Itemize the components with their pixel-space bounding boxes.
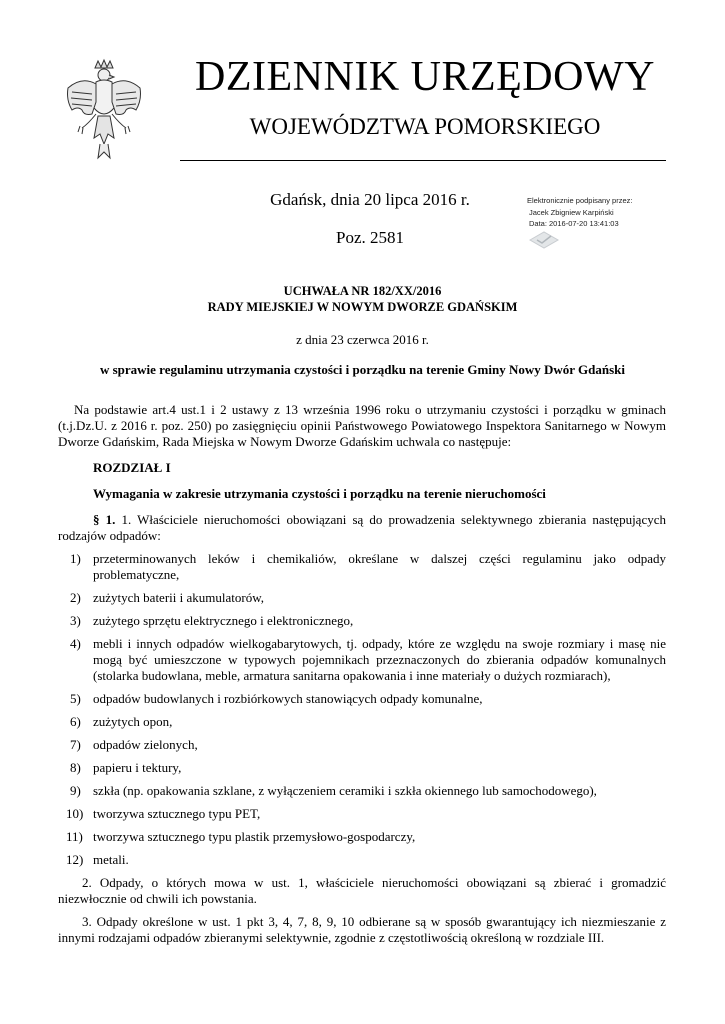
signature-signer: Jacek Zbigniew Karpiński: [529, 207, 614, 217]
list-item-text: tworzywa sztucznego typu PET,: [93, 806, 261, 821]
list-item: [58, 737, 666, 753]
list-item: [58, 590, 666, 606]
list-item-number: 9): [70, 783, 81, 798]
list-item-number: 11): [66, 829, 83, 844]
list-item-text: metali.: [93, 852, 129, 867]
list-item-text: zużytych baterii i akumulatorów,: [93, 590, 264, 605]
list-item: [58, 806, 666, 822]
journal-title: DZIENNIK URZĘDOWY: [195, 54, 655, 100]
list-item-number: 5): [70, 691, 81, 706]
position-number: Poz. 2581: [336, 228, 404, 247]
waste-types-list: [58, 551, 666, 868]
list-item-text: zużytych opon,: [93, 714, 173, 729]
list-item: [58, 714, 666, 730]
resolution-title: [0, 283, 725, 315]
section-1-paragraph-3: 3. Odpady określone w ust. 1 pkt 3, 4, 7, 8, 9, 10 odbierane są w sposób gwarantujący ich niezmieszanie z innymi rodzajami odpadów zbieranymi selektywnie, zgodnie z częstotliwością określoną w rozdziale III.: [58, 914, 666, 945]
list-item-number: 6): [70, 714, 81, 729]
resolution-subject: w sprawie regulaminu utrzymania czystości i porządku na terenie Gminy Nowy Dwór Gdański: [99, 362, 626, 377]
list-item: [58, 852, 666, 868]
chapter-title: Wymagania w zakresie utrzymania czystości i porządku na terenie nieruchomości: [93, 486, 546, 501]
header-divider: [180, 160, 666, 161]
list-item-number: 1): [70, 551, 81, 566]
list-item-number: 2): [70, 590, 81, 605]
intro-paragraph: Na podstawie art.4 ust.1 i 2 ustawy z 13 września 1996 roku o utrzymaniu czystości i porządku w gminach (t.j.Dz.U. z 2016 r. poz. 250) po zasięgnięciu opinii Państwowego Powiatowego Inspektora Sanitarnego w Nowym Dworze Gdańskim, Rada Miejska w Nowym Dworze Gdańskim uchwala co następuje:: [58, 402, 666, 449]
list-item-text: szkła (np. opakowania szklane, z wyłączeniem ceramiki i szkła okiennego lub samochodowego),: [93, 783, 597, 798]
list-item-text: odpadów zielonych,: [93, 737, 198, 752]
list-item: [58, 691, 666, 707]
list-item: [58, 783, 666, 799]
section-1-text: 1. Właściciele nieruchomości obowiązani są do prowadzenia selektywnego zbierania następujących rodzajów odpadów:: [58, 512, 666, 543]
section-1-paragraph-2: 2. Odpady, o których mowa w ust. 1, właściciele nieruchomości obowiązani są zbierać i gromadzić niezwłocznie od chwili ich powstania.: [58, 875, 666, 906]
resolution-date: z dnia 23 czerwca 2016 r.: [296, 332, 429, 347]
list-item: [58, 613, 666, 629]
section-mark: § 1.: [93, 512, 116, 527]
chapter-heading: ROZDZIAŁ I: [93, 460, 171, 475]
signature-check-icon: [528, 230, 568, 250]
list-item-text: papieru i tektury,: [93, 760, 182, 775]
list-item: [58, 636, 666, 684]
list-item: [58, 760, 666, 776]
document-body: [58, 402, 666, 953]
list-item-number: 12): [66, 852, 84, 867]
list-item-number: 10): [66, 806, 84, 821]
journal-subtitle: WOJEWÓDZTWA POMORSKIEGO: [249, 114, 601, 139]
list-item-text: mebli i innych odpadów wielkogabarytowych, tj. odpady, które ze względu na swoje rozmiary i masę nie mogą być umieszczone w typowych pojemnikach przeznaczonych do zbierania odpadów komunalnych (stolarka budowlana, meble, armatura sanitarna opakowania i inne materiały o dużych rozmiarach),: [93, 636, 666, 683]
signature-label: Elektronicznie podpisany przez:: [527, 196, 633, 205]
list-item-text: odpadów budowlanych i rozbiórkowych stanowiących odpady komunalne,: [93, 691, 483, 706]
section-1-paragraph-1: [58, 512, 666, 544]
list-item: [58, 829, 666, 845]
polish-eagle-emblem-icon: [62, 58, 146, 164]
list-item-number: 7): [70, 737, 81, 752]
list-item-text: przeterminowanych leków i chemikaliów, określane w dalszej części regulaminu jako odpady problematyczne,: [93, 551, 666, 582]
electronic-signature: [527, 195, 667, 230]
list-item-number: 4): [70, 636, 81, 651]
list-item-text: zużytego sprzętu elektrycznego i elektronicznego,: [93, 613, 354, 628]
list-item-number: 8): [70, 760, 81, 775]
place-date: Gdańsk, dnia 20 lipca 2016 r.: [270, 190, 470, 209]
list-item-number: 3): [70, 613, 81, 628]
list-item-text: tworzywa sztucznego typu plastik przemysłowo-gospodarczy,: [93, 829, 416, 844]
list-item: [58, 551, 666, 583]
resolution-council: RADY MIEJSKIEJ W NOWYM DWORZE GDAŃSKIM: [207, 300, 518, 314]
signature-date: Data: 2016-07-20 13:41:03: [529, 219, 619, 228]
resolution-number: UCHWAŁA NR 182/XX/2016: [283, 284, 442, 298]
